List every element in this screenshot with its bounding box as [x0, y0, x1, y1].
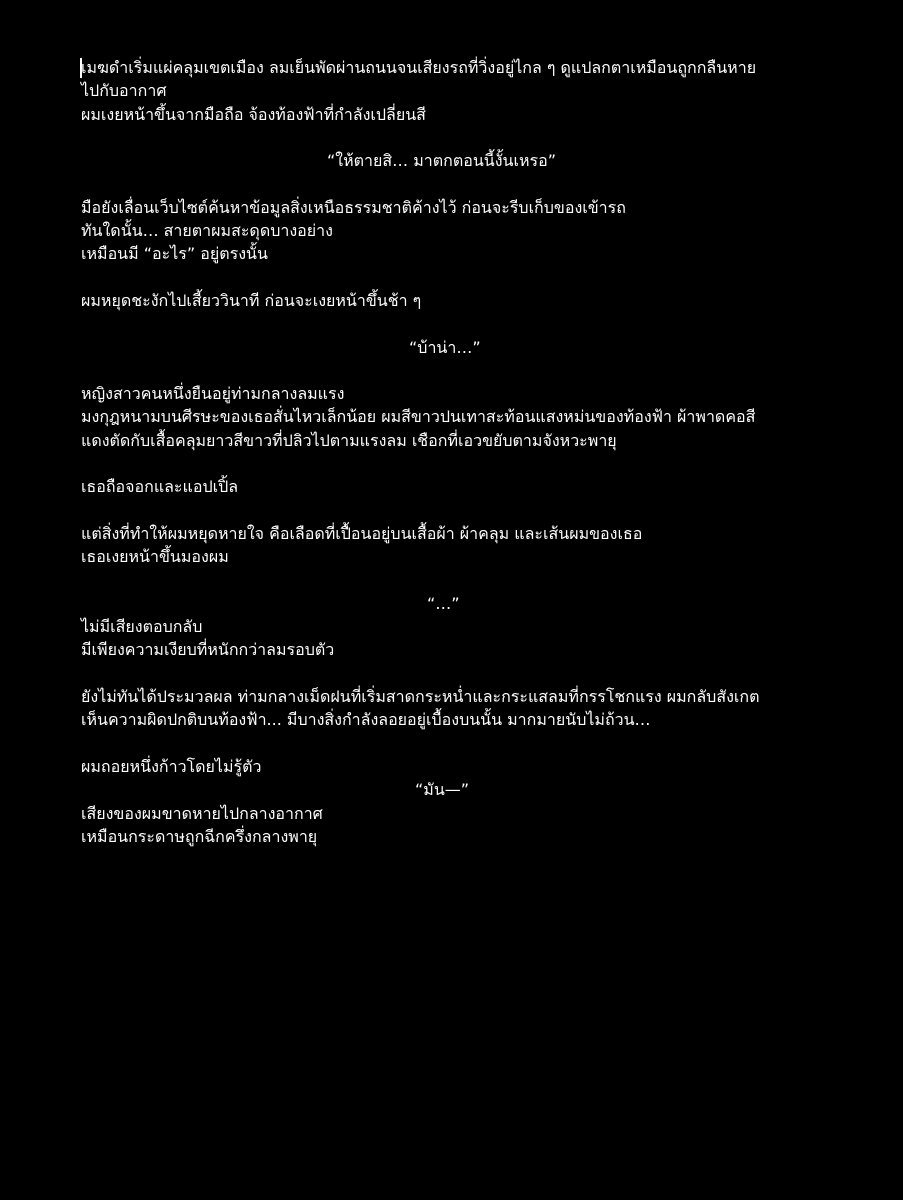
paragraph-line: ไม่มีเสียงตอบกลับ — [81, 617, 203, 637]
paragraph-line: แดงตัดกับเสื้อคลุมยาวสีขาวที่ปลิวไปตามแรงลม เชือกที่เอวขยับตามจังหวะพายุ — [81, 430, 617, 450]
blank-line — [81, 569, 811, 592]
blank-line — [81, 266, 811, 289]
blank-line — [81, 662, 811, 685]
paragraph-line: เมฆดำเริ่มแผ่คลุมเขตเมือง ลมเย็นพัดผ่านถนนจนเสียงรถที่วิ่งอยู่ไกล ๆ ดูแปลกตาเหมือนถูกกลืนหาย — [81, 58, 757, 77]
dialogue-line: “…” — [427, 593, 460, 613]
blank-line — [81, 732, 811, 755]
blank-line — [81, 452, 811, 475]
blank-line — [81, 499, 811, 522]
blank-line — [81, 126, 811, 149]
paragraph-line: ผมเงยหน้าขึ้นจากมือถือ จ้องท้องฟ้าที่กำลังเปลี่ยนสี — [81, 104, 426, 124]
paragraph-line: มือยังเลื่อนเว็บไซต์ค้นหาข้อมูลสิ่งเหนือธรรมชาติค้างไว้ ก่อนจะรีบเก็บของเข้ารถ — [81, 197, 626, 217]
paragraph-line: ยังไม่ทันได้ประมวลผล ท่ามกลางเม็ดฝนที่เริ่มสาดกระหน่ำและกระแสลมที่กรรโชกแรง ผมกลับสังเกต — [81, 687, 760, 707]
paragraph-line: เสียงของผมขาดหายไปกลางอากาศ — [81, 803, 323, 823]
paragraph-line: ไปกับอากาศ — [81, 81, 167, 101]
paragraph-line: เหมือนกระดาษถูกฉีกครึ่งกลางพายุ — [81, 826, 318, 846]
paragraph-line: ผมหยุดชะงักไปเสี้ยววินาที ก่อนจะเงยหน้าขึ้นช้า ๆ — [81, 290, 422, 310]
dialogue-line: “มัน—” — [415, 780, 470, 800]
paragraph-line: มีเพียงความเงียบที่หนักกว่าลมรอบตัว — [81, 640, 335, 660]
paragraph-line: หญิงสาวคนหนึ่งยืนอยู่ท่ามกลางลมแรง — [81, 384, 345, 404]
paragraph-line: มงกุฎหนามบนศีรษะของเธอสั่นไหวเล็กน้อย ผมสีขาวปนเทาสะท้อนแสงหม่นของท้องฟ้า ผ้าพาดคอสี — [81, 407, 756, 427]
paragraph-line: ผมถอยหนึ่งก้าวโดยไม่รู้ตัว — [81, 756, 262, 776]
paragraph-line: แต่สิ่งที่ทำให้ผมหยุดหายใจ คือเลือดที่เปื้อนอยู่บนเสื้อผ้า ผ้าคลุม และเส้นผมของเธอ — [81, 523, 643, 543]
paragraph-line: เธอถือจอกและแอปเปิ้ล — [81, 477, 239, 497]
paragraph-line: ทันใดนั้น… สายตาผมสะดุดบางอย่าง — [81, 221, 333, 241]
blank-line — [81, 172, 811, 195]
dialogue-line: “บ้าน่า…” — [409, 337, 481, 357]
blank-line — [81, 312, 811, 335]
document-text-area[interactable] — [81, 56, 811, 848]
blank-line — [81, 359, 811, 382]
paragraph-line: เหมือนมี “อะไร” อยู่ตรงนั้น — [81, 244, 268, 264]
paragraph-line: เห็นความผิดปกติบนท้องฟ้า... มีบางสิ่งกำลังลอยอยู่เบื้องบนนั้น มากมายนับไม่ถ้วน… — [81, 710, 651, 730]
dialogue-line: “ให้ตายสิ… มาตกตอนนี้งั้นเหรอ” — [327, 151, 556, 171]
paragraph-line: เธอเงยหน้าขึ้นมองผม — [81, 547, 229, 567]
